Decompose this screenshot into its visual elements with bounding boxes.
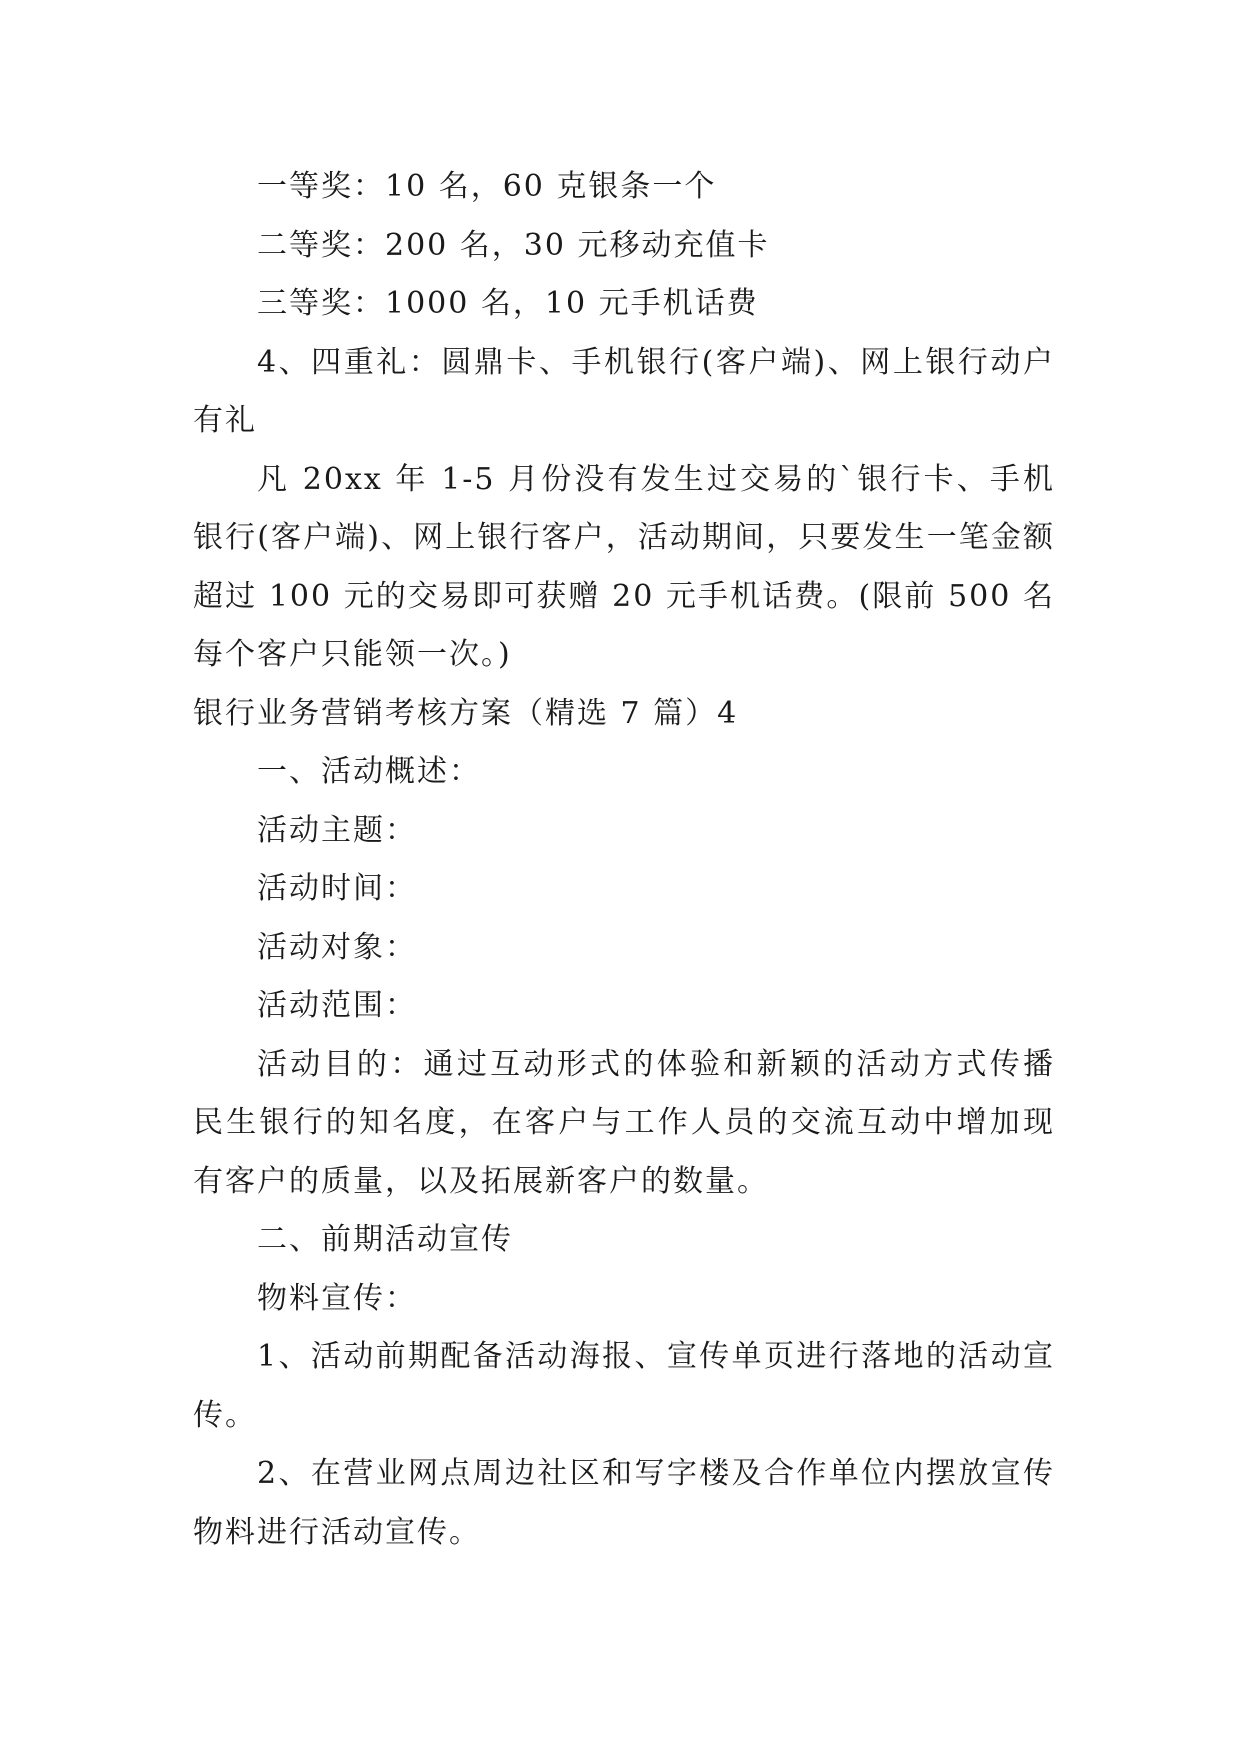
document-page (193, 158, 1055, 1562)
prize-third: 三等奖：1000 名，10 元手机话费 (257, 286, 759, 321)
section-title: 银行业务营销考核方案（精选 7 篇）4 (193, 695, 739, 731)
activity-target: 活动对象： (257, 929, 417, 965)
gift-fourth: 4、四重礼：圆鼎卡、手机银行(客户端)、网上银行动户有礼 (193, 344, 1055, 438)
promo-heading: 二、前期活动宣传 (257, 1222, 513, 1257)
prize-second: 二等奖：200 名，30 元移动充值卡 (257, 227, 770, 263)
material-item-2: 2、在营业网点周边社区和写字楼及合作单位内摆放宣传物料进行活动宣传。 (193, 1456, 1055, 1550)
material-item-1: 1、活动前期配备活动海报、宣传单页进行落地的活动宣传。 (193, 1339, 1055, 1433)
gift-fourth-description: 凡 20xx 年 1-5 月份没有发生过交易的`银行卡、手机银行(客户端)、网上银行客户，活动期间，只要发生一笔金额超过 100 元的交易即可获赠 20 元手机话费。(限前 500 名每个客户只能领一次。) (193, 461, 1055, 672)
activity-time: 活动时间： (257, 871, 417, 906)
activity-scope: 活动范围： (257, 988, 417, 1023)
material-heading: 物料宣传： (257, 1280, 417, 1316)
activity-theme: 活动主题： (257, 812, 417, 848)
prize-first: 一等奖：10 名，60 克银条一个 (257, 169, 717, 204)
overview-heading: 一、活动概述： (257, 754, 481, 789)
activity-purpose: 活动目的：通过互动形式的体验和新颖的活动方式传播民生银行的知名度，在客户与工作人员的交流互动中增加现有客户的质量，以及拓展新客户的数量。 (193, 1046, 1055, 1199)
